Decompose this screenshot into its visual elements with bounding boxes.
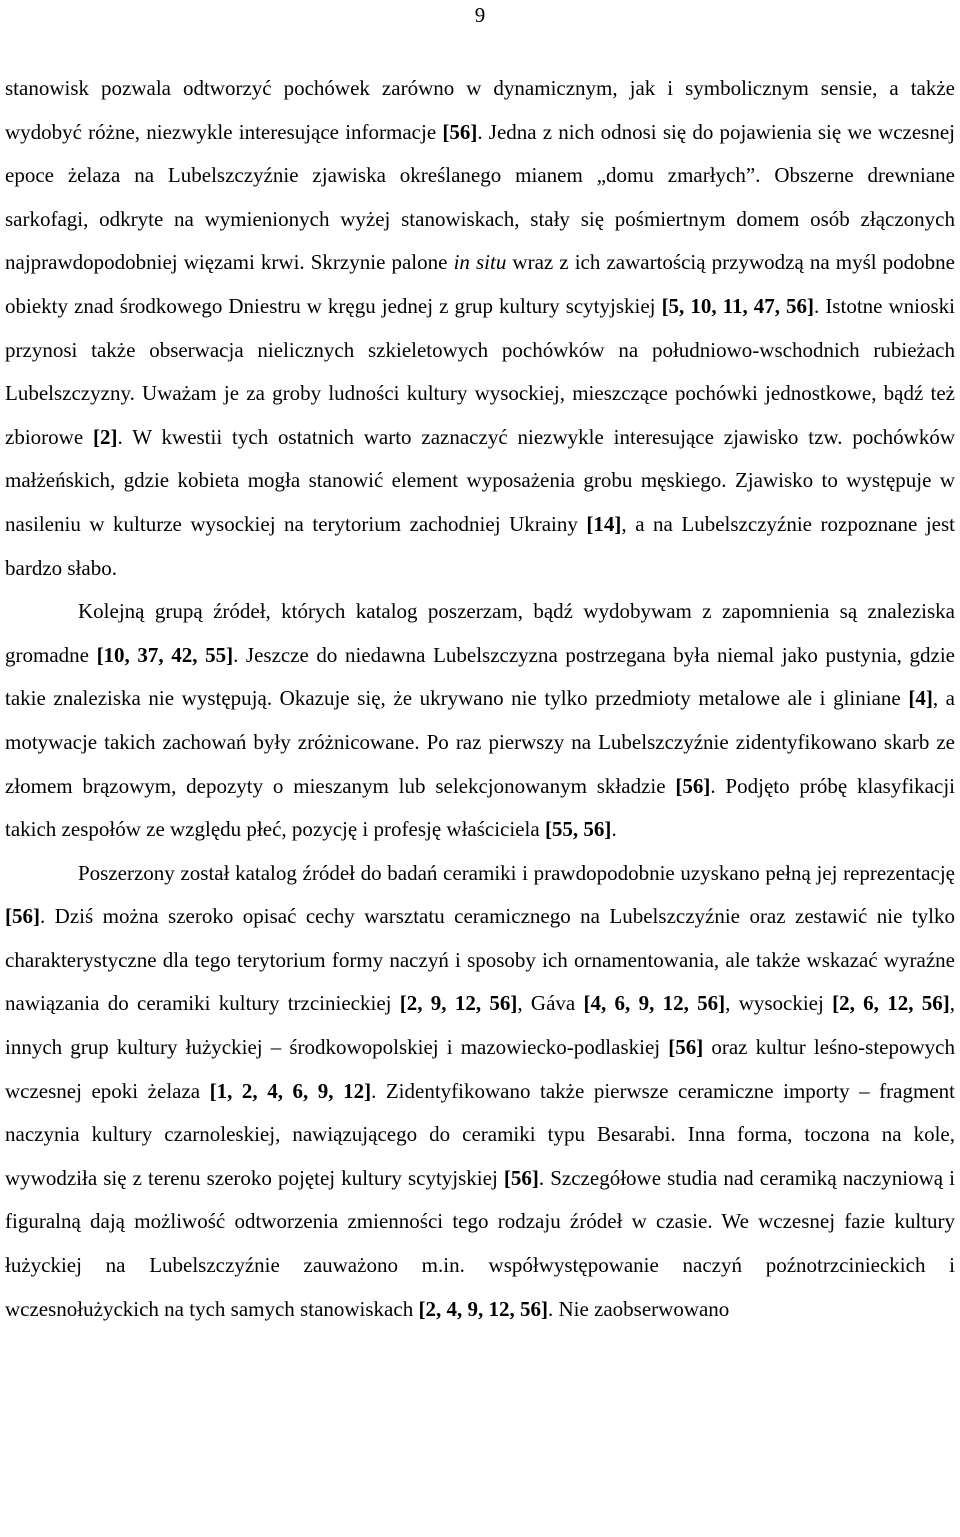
text-segment: , wysockiej — [725, 991, 833, 1016]
citation-reference: [56] — [5, 904, 40, 929]
citation-reference: [56] — [675, 773, 711, 798]
text-segment: stanowisk pozwala odtworzyć pochówek zarówno w dynamicznym, jak i symbolicznym sensie, a także wydobyć różne, niezwykle interesujące informacje — [5, 76, 955, 144]
text-segment: , a motywacje takich zachowań były zróżnicowane. Po raz pierwszy na Lubelszczyźnie zidentyfikowano skarb ze złomem brązowym, depozyty o mieszanym lub selekcjonowanym składzie — [5, 686, 955, 798]
citation-reference: [56] — [668, 1035, 704, 1060]
document-body — [5, 67, 955, 1331]
citation-reference: [2, 6, 12, 56] — [832, 991, 950, 1016]
paragraph-3 — [5, 852, 955, 1332]
text-segment: . Jeszcze do niedawna Lubelszczyzna postrzegana była niemal jako pustynia, gdzie takie znaleziska nie występują. Okazuje się, że ukrywano nie tylko przedmioty metalowe ale i gliniane — [5, 642, 955, 711]
paragraph-2 — [5, 590, 955, 852]
text-segment: . W kwestii tych ostatnich warto zaznaczyć niezwykle interesujące zjawisko tzw. pochówków małżeńskich, gdzie kobieta mogła stanowić element wyposażenia grobu męskiego. Zjawisko to występuje w nasileniu w kulturze wysockiej na terytorium zachodniej Ukrainy — [5, 424, 955, 536]
text-segment: . Szczegółowe studia nad ceramiką naczyniową i figuralną dają możliwość odtworzenia zmienności tego rodzaju źródeł w czasie. We wczesnej fazie kultury łużyckiej na Lubelszczyźnie zauważono m.in. współwystępowanie naczyń poźnotrzcinieckich i wczesnołużyckich na tych samych stanowiskach — [5, 1165, 955, 1321]
paragraph-1 — [5, 67, 955, 590]
text-segment: , Gáva — [517, 991, 584, 1016]
text-segment: . Jedna z nich odnosi się do pojawienia się we wczesnej epoce żelaza na Lubelszczyźnie zjawiska określanego mianem „domu zmarłych”. Obszerne drewniane sarkofagi, odkryte na wymienionych wyżej stanowiskach, stały się pośmiertnym domem osób złączonych najprawdopodobniej więzami krwi. Skrzynie palone — [5, 119, 955, 275]
text-segment: . Zidentyfikowano także pierwsze ceramiczne importy – fragment naczynia kultury czarnoleskiej, nawiązującego do ceramiki typu Besarabi. Inna forma, toczona na kole, wywodziła się z terenu szeroko pojętej kultury scytyjskiej — [5, 1078, 955, 1190]
citation-reference: [10, 37, 42, 55] — [96, 642, 234, 667]
text-segment: Kolejną grupą źródeł, których katalog poszerzam, bądź wydobywam z zapomnienia są znaleziska gromadne — [5, 599, 955, 667]
citation-reference: [5, 10, 11, 47, 56] — [661, 293, 815, 318]
page-number: 9 — [474, 3, 486, 27]
citation-reference: [4] — [908, 686, 933, 711]
text-segment: . Dziś można szeroko opisać cechy warsztatu ceramicznego na Lubelszczyźnie oraz zestawić nie tylko charakterystyczne dla tego terytorium formy naczyń i sposoby ich ornamentowania, ale także wskazać wyraźne nawiązania do ceramiki kultury trzcinieckiej — [5, 904, 955, 1016]
citation-reference: [14] — [586, 511, 622, 536]
citation-reference: [56] — [503, 1165, 539, 1190]
citation-reference: [56] — [442, 119, 478, 144]
text-segment: Poszerzony został katalog źródeł do badań ceramiki i prawdopodobnie uzyskano pełną jej reprezentację — [78, 860, 955, 885]
citation-reference: [55, 56] — [544, 817, 612, 842]
citation-reference: [2] — [93, 424, 118, 449]
text-segment: , innych grup kultury łużyckiej – środkowopolskiej i mazowiecko-podlaskiej — [5, 991, 955, 1060]
citation-reference: [1, 2, 4, 6, 9, 12] — [209, 1078, 372, 1103]
text-segment: . — [611, 817, 617, 842]
text-segment: wraz z ich zawartością przywodzą na myśl podobne obiekty znad środkowego Dniestru w kręgu jednej z grup kultury scytyjskiej — [5, 250, 955, 318]
text-segment: , a na Lubelszczyźnie rozpoznane jest bardzo słabo. — [5, 511, 955, 580]
text-segment: oraz kultur leśno-stepowych wczesnej epoki żelaza — [5, 1035, 955, 1103]
citation-reference: [2, 9, 12, 56] — [399, 991, 518, 1016]
text-segment: . Nie zaobserwowano — [547, 1296, 730, 1321]
citation-reference: [4, 6, 9, 12, 56] — [583, 991, 726, 1016]
italic-term: in situ — [453, 250, 507, 275]
citation-reference: [2, 4, 9, 12, 56] — [418, 1296, 548, 1321]
text-segment: . Podjęto próbę klasyfikacji takich zespołów ze względu płeć, pozycję i profesję właściciela — [5, 773, 955, 842]
text-segment: . Istotne wnioski przynosi także obserwacja nielicznych szkieletowych pochówków na południowo-wschodnich rubieżach Lubelszczyzny. Uważam je za groby ludności kultury wysockiej, mieszczące pochówki jednostkowe, bądź też zbiorowe — [5, 293, 956, 449]
